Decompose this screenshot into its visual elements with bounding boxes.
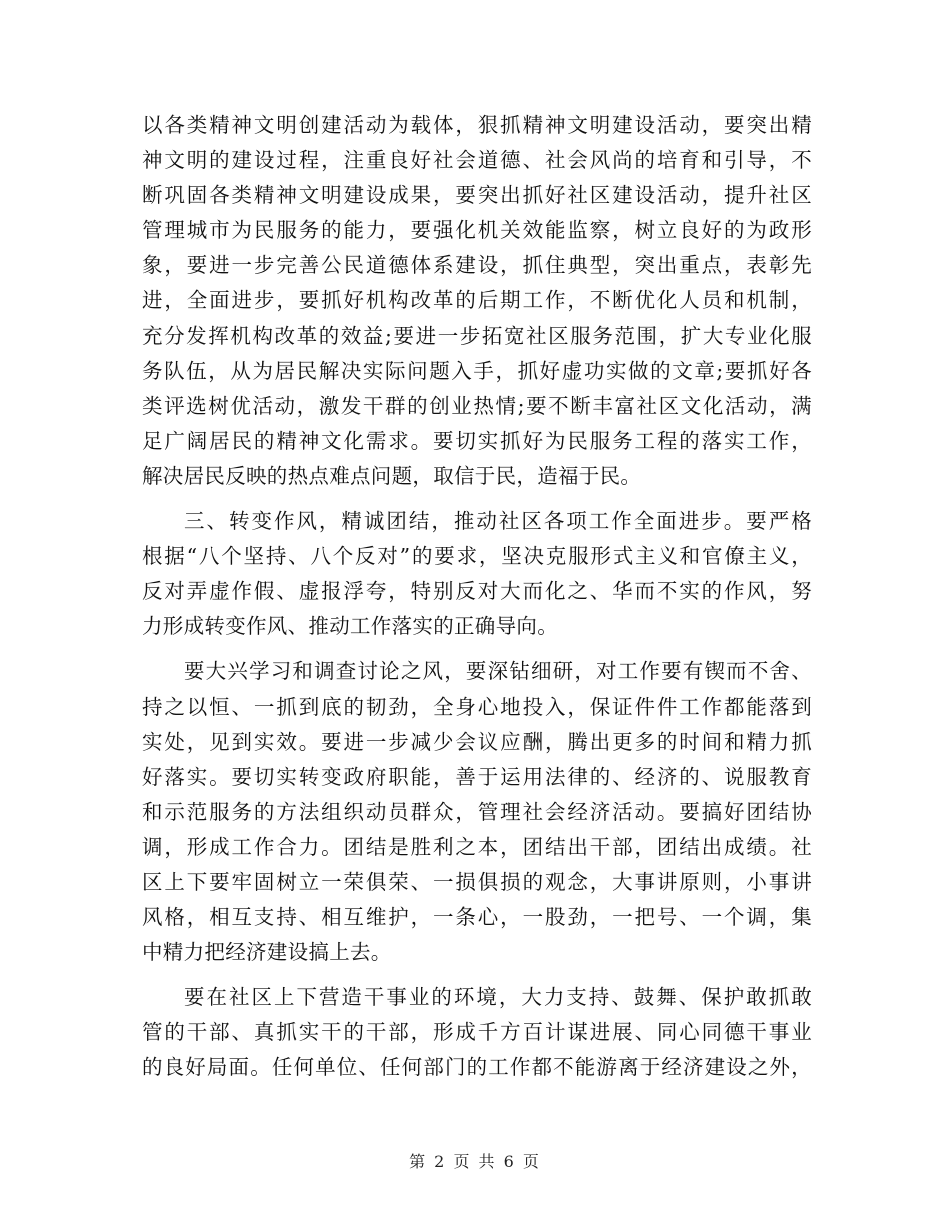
text-line: 的良好局面。任何单位、任何部门的工作都不能游离于经济建设之外， — [142, 1055, 812, 1080]
footer-suffix: 页 — [522, 1152, 541, 1171]
text-line: 和示范服务的方法组织动员群众，管理社会经济活动。要搞好团结协 — [142, 799, 812, 824]
text-line: 风格，相互支持、相互维护，一条心，一股劲，一把号、一个调，集 — [142, 905, 812, 930]
page-footer — [0, 1152, 950, 1172]
text-line: 要大兴学习和调查讨论之风，要深钻细研，对工作要有锲而不舍、 — [184, 659, 812, 684]
text-line: 进，全面进步，要抓好机构改革的后期工作，不断优化人员和机制， — [142, 288, 812, 313]
text-line: 管的干部、真抓实干的干部，形成千方百计谋进展、同心同德干事业 — [142, 1020, 812, 1045]
text-line: 要在社区上下营造干事业的环境，大力支持、鼓舞、保护敢抓敢 — [184, 985, 812, 1010]
paragraph-gap — [142, 494, 812, 504]
text-line: 充分发挥机构改革的效益;要进一步拓宽社区服务范围，扩大专业化服 — [142, 323, 812, 348]
paragraph-3 — [142, 654, 812, 970]
footer-middle: 页 共 — [453, 1152, 497, 1171]
text-line: 区上下要牢固树立一荣俱荣、一损俱损的观念，大事讲原则，小事讲 — [142, 869, 812, 894]
text-line: 力形成转变作风、推动工作落实的正确导向。 — [142, 614, 558, 639]
text-line: 调，形成工作合力。团结是胜利之本，团结出干部，团结出成绩。社 — [142, 834, 812, 859]
text-line: 实处，见到实效。要进一步减少会议应酬，腾出更多的时间和精力抓 — [142, 729, 812, 754]
text-line: 中精力把经济建设搞上去。 — [142, 940, 392, 965]
text-line: 反对弄虚作假、虚报浮夸，特别反对大而化之、华而不实的作风，努 — [142, 579, 812, 604]
text-line: 神文明的建设过程，注重良好社会道德、社会风尚的培育和引导，不 — [142, 148, 812, 173]
paragraph-2 — [142, 504, 812, 644]
paragraph-gap — [142, 644, 812, 654]
text-line: 务队伍，从为居民解决实际问题入手，抓好虚功实做的文章;要抓好各 — [142, 358, 812, 383]
text-line: 根据“八个坚持、八个反对”的要求，坚决克服形式主义和官僚主义， — [142, 544, 812, 569]
paragraph-1 — [142, 108, 812, 494]
text-line: 三、转变作风，精诚团结，推动社区各项工作全面进步。要严格 — [184, 509, 812, 534]
text-line: 足广阔居民的精神文化需求。要切实抓好为民服务工程的落实工作， — [142, 428, 812, 453]
text-line: 象，要进一步完善公民道德体系建设，抓住典型，突出重点，表彰先 — [142, 253, 812, 278]
document-body — [142, 108, 812, 1086]
text-line: 持之以恒、一抓到底的韧劲，全身心地投入，保证件件工作都能落到 — [142, 694, 812, 719]
text-line: 类评选树优活动，激发干群的创业热情;要不断丰富社区文化活动，满 — [142, 393, 812, 418]
text-line: 以各类精神文明创建活动为载体，狠抓精神文明建设活动，要突出精 — [142, 113, 812, 137]
paragraph-gap — [142, 970, 812, 980]
current-page-number: 2 — [434, 1152, 447, 1171]
footer-prefix: 第 — [409, 1152, 428, 1171]
total-page-count: 6 — [503, 1152, 516, 1171]
text-line: 管理城市为民服务的能力，要强化机关效能监察，树立良好的为政形 — [142, 218, 812, 243]
text-line: 断巩固各类精神文明建设成果，要突出抓好社区建设活动，提升社区 — [142, 183, 812, 208]
paragraph-4 — [142, 980, 812, 1085]
text-line: 好落实。要切实转变政府职能，善于运用法律的、经济的、说服教育 — [142, 764, 812, 789]
text-line: 解决居民反映的热点难点问题，取信于民，造福于民。 — [142, 463, 642, 488]
